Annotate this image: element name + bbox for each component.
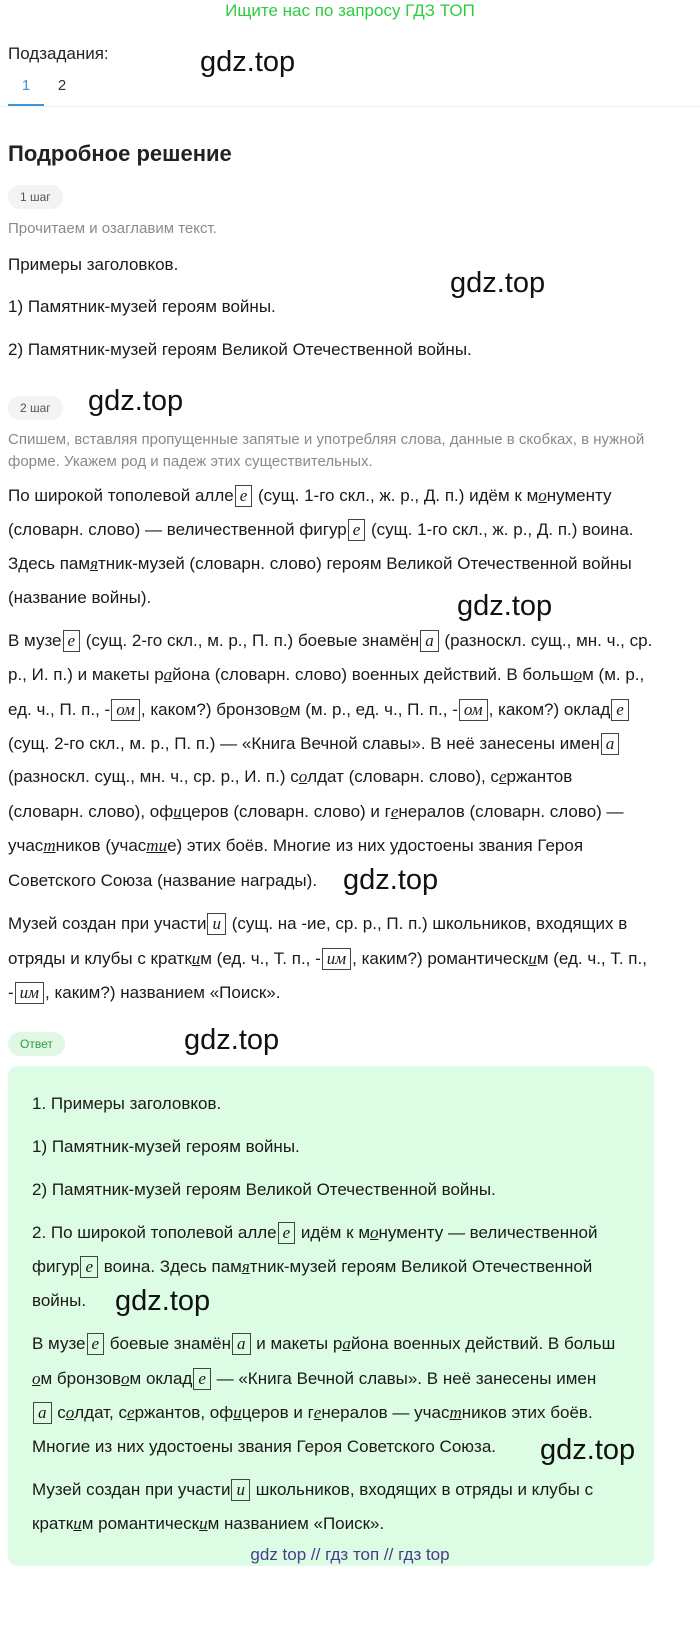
tabs-divider: [0, 106, 700, 107]
text-segment: идём к м: [296, 1223, 371, 1242]
boxed-ending: е: [278, 1222, 296, 1244]
text-segment: , каким?) романтическ: [352, 949, 529, 968]
underlined-letter: о: [573, 665, 583, 684]
text-segment: лдат (словарн. слово), с: [307, 767, 499, 786]
underlined-letter: о: [538, 486, 547, 505]
text-line: [8, 767, 572, 787]
text-segment: йона (словарн. слово) военных действий. В больш: [172, 665, 574, 684]
text-segment: Музей создан при участи: [8, 914, 207, 933]
watermark: gdz.top: [200, 46, 296, 78]
watermark: gdz.top: [115, 1285, 211, 1317]
step-1-badge: 1 шаг: [8, 185, 63, 209]
text-line: [32, 1479, 593, 1501]
step-1-line: 1) Памятник-музей героям войны.: [8, 297, 276, 316]
answer-badge: Ответ: [8, 1032, 65, 1056]
step-2-instruction: Спишем, вставляя пропущенные запятые и употребляя слова, данные в скобках, в нужной форме. Укажем род и падеж этих существительных.: [8, 431, 645, 470]
watermark: gdz.top: [88, 385, 184, 417]
text-line: [32, 1256, 592, 1278]
text-line: [8, 871, 317, 891]
text-segment: м (ед. ч., Т. п.,: [536, 949, 647, 968]
text-line: [8, 699, 630, 721]
underlined-letter: и: [73, 1514, 82, 1533]
text-segment: школьников, входящих в отряды и клубы с: [250, 1480, 594, 1499]
boxed-ending: е: [80, 1256, 98, 1278]
subtask-tabs: [8, 74, 80, 106]
text-segment: нералов (словарн. слово) —: [398, 802, 624, 821]
underlined-letter: о: [298, 767, 308, 786]
text-segment: боевые знамён: [105, 1334, 232, 1353]
text-line: [32, 1137, 300, 1157]
text-segment: (сущ. 2-го скл., м. р., П. п.) боевые знамён: [81, 631, 420, 650]
underlined-letter: е: [390, 802, 399, 821]
underlined-letter: и: [191, 949, 201, 968]
text-line: [8, 485, 611, 507]
text-segment: м (ед. ч., Т. п., -: [200, 949, 321, 968]
step-1-instruction: Прочитаем и озаглавим текст.: [8, 220, 217, 237]
text-segment: м романтическ: [81, 1514, 200, 1533]
text-line: [8, 588, 151, 608]
boxed-ending: е: [87, 1333, 105, 1355]
text-segment: Советского Союза (название награды).: [8, 871, 318, 890]
text-segment: кратк: [32, 1514, 74, 1533]
boxed-ending: и: [231, 1479, 250, 1501]
text-segment: Многие из них удостоены звания Героя Советского Союза.: [32, 1437, 497, 1456]
watermark: gdz.top: [540, 1434, 636, 1466]
text-line: [8, 630, 652, 652]
text-segment: , каким?) названием «Поиск».: [45, 983, 281, 1002]
text-line: [8, 733, 620, 755]
text-segment: йона военных действий. В больш: [350, 1334, 616, 1353]
boxed-ending: им: [15, 982, 44, 1004]
text-segment: нументу: [546, 486, 612, 505]
text-line: [8, 982, 280, 1004]
text-line: [32, 1094, 221, 1114]
underlined-letter: о: [121, 1369, 130, 1388]
text-line: [8, 836, 583, 856]
underlined-letter: и: [233, 1403, 242, 1422]
text-segment: ржантов: [506, 767, 573, 786]
boxed-ending: а: [420, 630, 439, 652]
text-segment: В музе: [8, 631, 62, 650]
boxed-ending: е: [63, 630, 81, 652]
text-line: [32, 1180, 496, 1200]
text-line: [32, 1333, 615, 1355]
underlined-letter: о: [65, 1403, 75, 1422]
text-segment: (сущ. 1-го скл., ж. р., Д. п.) идём к м: [253, 486, 539, 505]
text-segment: воина. Здесь пам: [99, 1257, 242, 1276]
text-segment: — «Книга Вечной славы». В неё занесены имен: [211, 1369, 597, 1388]
text-segment: тник-музей героям Великой Отечественной: [249, 1257, 593, 1276]
text-line: [8, 665, 644, 685]
underlined-letter: я: [241, 1257, 250, 1276]
text-segment: отряды и клубы с кратк: [8, 949, 192, 968]
text-line: [8, 554, 632, 574]
boxed-ending: а: [232, 1333, 251, 1355]
text-segment: и макеты р: [251, 1334, 343, 1353]
text-segment: м (м. р.,: [582, 665, 645, 684]
text-segment: , каком?) бронзов: [140, 700, 281, 719]
text-segment: (название войны).: [8, 588, 152, 607]
text-segment: м бронзов: [40, 1369, 122, 1388]
underlined-letter: т: [43, 836, 56, 855]
boxed-ending: а: [33, 1402, 52, 1424]
text-segment: 2. По широкой тополевой алле: [32, 1223, 277, 1242]
watermark: gdz.top: [450, 267, 546, 299]
underlined-letter: о: [32, 1369, 41, 1388]
text-segment: (разноскл. сущ., мн. ч., ср.: [439, 631, 653, 650]
text-segment: Здесь пам: [8, 554, 91, 573]
text-line: [8, 913, 627, 935]
text-segment: лдат, с: [74, 1403, 128, 1422]
text-segment: -: [8, 983, 14, 1002]
text-segment: (словарн. слово) — величественной фигур: [8, 520, 347, 539]
subtasks-label: Подзадания:: [8, 44, 109, 63]
text-segment: фигур: [32, 1257, 80, 1276]
text-line: [8, 802, 624, 822]
text-segment: По широкой тополевой алле: [8, 486, 234, 505]
text-segment: 1. Примеры заголовков.: [32, 1094, 222, 1113]
text-segment: церов (словарн. слово) и г: [181, 802, 391, 821]
text-segment: ед. ч., П. п., -: [8, 700, 111, 719]
underlined-letter: е: [498, 767, 507, 786]
boxed-ending: ом: [459, 699, 488, 721]
text-segment: церов и г: [241, 1403, 314, 1422]
text-segment: р., И. п.) и макеты р: [8, 665, 164, 684]
text-segment: В музе: [32, 1334, 86, 1353]
underlined-letter: е: [127, 1403, 135, 1422]
underlined-letter: е: [313, 1403, 322, 1422]
text-segment: с: [52, 1403, 66, 1422]
text-segment: учас: [8, 836, 44, 855]
text-segment: (разноскл. сущ., мн. ч., ср. р., И. п.) с: [8, 767, 299, 786]
text-segment: войны.: [32, 1291, 87, 1310]
text-line: [8, 948, 647, 970]
text-line: [32, 1291, 86, 1311]
text-line: [32, 1368, 596, 1390]
boxed-ending: а: [601, 733, 620, 755]
underlined-letter: а: [163, 665, 173, 684]
search-hint-banner: Ищите нас по запросу ГДЗ ТОП: [225, 1, 475, 20]
text-segment: (сущ. 1-го скл., ж. р., Д. п.) воина.: [366, 520, 634, 539]
boxed-ending: и: [207, 913, 226, 935]
text-segment: тник-музей (словарн. слово) героям Великой Отечественной войны: [97, 554, 632, 573]
text-segment: (сущ. на -ие, ср. р., П. п.) школьников, входящих в: [226, 914, 628, 933]
text-line: [32, 1437, 496, 1457]
footer-links: gdz top // гдз топ // гдз top: [250, 1545, 450, 1564]
underlined-letter: и: [173, 802, 182, 821]
underlined-letter: я: [90, 554, 98, 573]
watermark: gdz.top: [343, 864, 439, 896]
boxed-ending: е: [611, 699, 629, 721]
step-1-line: Примеры заголовков.: [8, 255, 179, 274]
text-line: [32, 1222, 597, 1244]
text-segment: ников (учас: [55, 836, 147, 855]
watermark: gdz.top: [184, 1024, 280, 1056]
underlined-letter: о: [280, 700, 289, 719]
text-line: [32, 1402, 593, 1424]
text-segment: нументу — величественной: [378, 1223, 598, 1242]
text-segment: ников этих боёв.: [461, 1403, 593, 1422]
text-segment: , каком?) оклад: [488, 700, 611, 719]
text-segment: 1) Памятник-музей героям войны.: [32, 1137, 300, 1156]
underlined-letter: и: [528, 949, 537, 968]
underlined-letter: а: [342, 1334, 351, 1353]
text-segment: ржантов, оф: [134, 1403, 234, 1422]
solution-heading: Подробное решение: [8, 141, 232, 166]
boxed-ending: е: [348, 519, 366, 541]
step-2-badge: 2 шаг: [8, 396, 63, 420]
text-segment: м (м. р., ед. ч., П. п., -: [288, 700, 458, 719]
boxed-ending: е: [193, 1368, 211, 1390]
text-segment: 2) Памятник-музей героям Великой Отечественной войны.: [32, 1180, 496, 1199]
boxed-ending: ом: [111, 699, 140, 721]
text-segment: нералов — учас: [321, 1403, 450, 1422]
underlined-letter: ти: [146, 836, 168, 855]
text-segment: (сущ. 2-го скл., м. р., П. п.) — «Книга Вечной славы». В неё занесены имен: [8, 734, 600, 753]
underlined-letter: т: [449, 1403, 462, 1422]
subtask-tab-1[interactable]: 1: [8, 74, 44, 106]
step-1-line: 2) Памятник-музей героям Великой Отечественной войны.: [8, 340, 472, 359]
underlined-letter: о: [370, 1223, 379, 1242]
text-line: [8, 519, 634, 541]
watermark: gdz.top: [457, 590, 553, 622]
text-line: [32, 1514, 384, 1534]
text-segment: е) этих боёв. Многие из них удостоены звания Героя: [167, 836, 584, 855]
boxed-ending: е: [235, 485, 253, 507]
text-segment: м названием «Поиск».: [207, 1514, 385, 1533]
text-segment: Музей создан при участи: [32, 1480, 231, 1499]
text-segment: (словарн. слово), оф: [8, 802, 174, 821]
subtask-tab-2[interactable]: 2: [57, 77, 67, 94]
text-segment: м оклад: [129, 1369, 193, 1388]
boxed-ending: им: [322, 948, 351, 970]
underlined-letter: и: [199, 1514, 208, 1533]
